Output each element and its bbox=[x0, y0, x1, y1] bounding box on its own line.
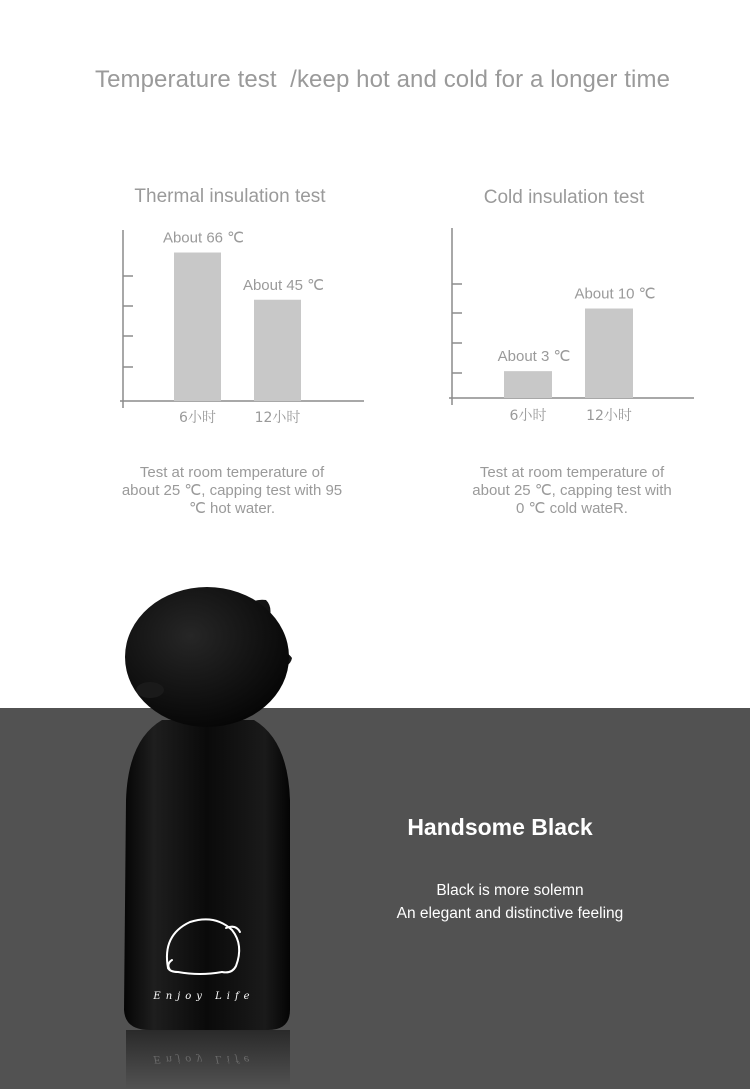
cold-note-line-2: about 25 ℃, capping test with bbox=[472, 482, 672, 499]
cold-note-line-3: 0 ℃ cold wateR. bbox=[516, 500, 628, 517]
promo-line-2: An elegant and distinctive feeling bbox=[396, 905, 624, 922]
promo-line-1: Black is more solemn bbox=[436, 882, 584, 899]
cold-data-label-2: About 10 ℃ bbox=[574, 285, 656, 303]
bottle-body bbox=[124, 720, 290, 1030]
thermal-category-label-1: 6小时 bbox=[179, 410, 216, 426]
thermal-note-line-3: ℃ hot water. bbox=[188, 500, 276, 517]
thermal-data-label-1: About 66 ℃ bbox=[162, 229, 245, 247]
cold-category-label-1: 6小时 bbox=[509, 408, 547, 424]
page-headline: Temperature test /keep hot and cold for a longer time bbox=[94, 66, 671, 93]
cold-chart-title: Cold insulation test bbox=[483, 187, 645, 208]
bottle-engraving-reflection: Enjoy Life bbox=[153, 1053, 255, 1064]
cold-data-label-1: About 3 ℃ bbox=[497, 348, 571, 366]
thermal-data-label-2: About 45 ℃ bbox=[242, 276, 325, 294]
promo-title: Handsome Black bbox=[407, 814, 593, 840]
bottle-nose bbox=[136, 682, 164, 698]
bottle-engraving: Enjoy Life bbox=[153, 991, 255, 1002]
thermal-note-line-1: Test at room temperature of bbox=[139, 464, 325, 481]
bottle-head bbox=[125, 587, 289, 727]
thermal-chart-title: Thermal insulation test bbox=[134, 186, 326, 207]
cold-note-line-1: Test at room temperature of bbox=[479, 464, 665, 481]
cold-category-label-2: 12小时 bbox=[586, 408, 632, 424]
thermal-category-label-2: 12小时 bbox=[254, 410, 301, 426]
thermal-note-line-2: about 25 ℃, capping test with 95 bbox=[121, 482, 343, 499]
